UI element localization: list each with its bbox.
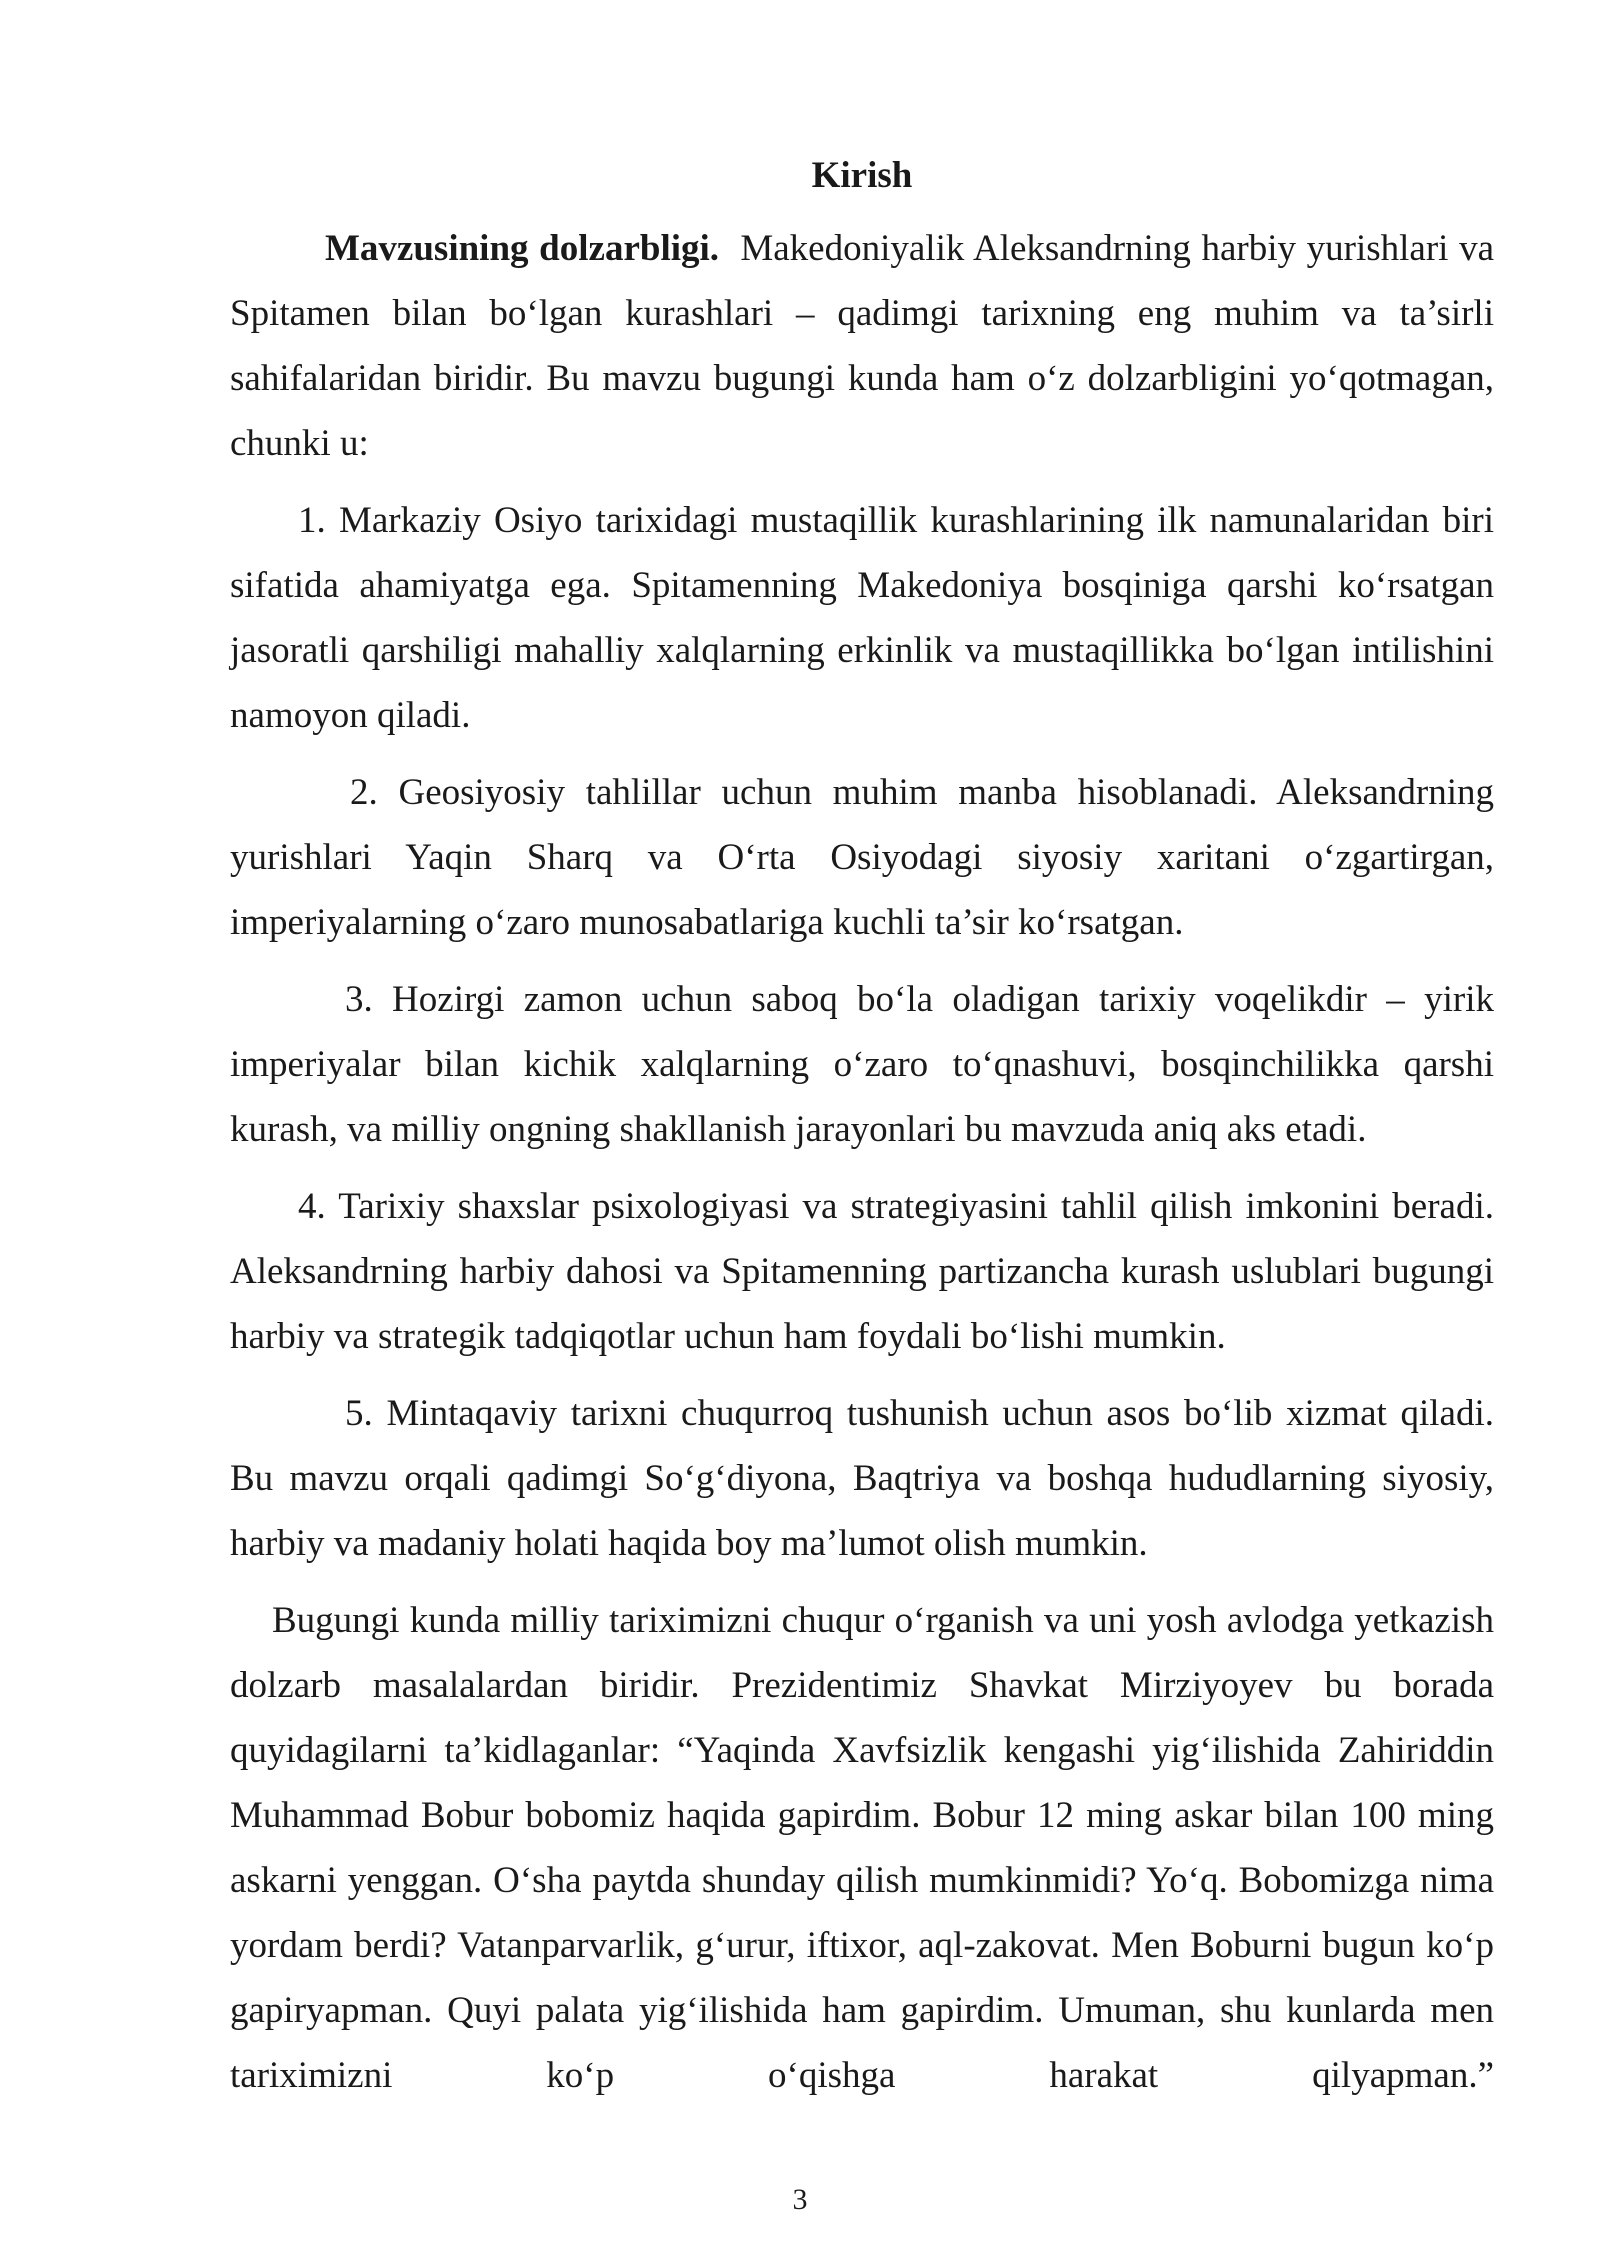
intro-lead: Mavzusining dolzarbligi. (325, 228, 720, 269)
intro-text: Makedoniyalik Aleksandrning harbiy yurishlari va Spitamen bilan bo‘lgan kurashlari – qadimgi tarixning eng muhim va ta’sirli sahifalaridan biridir. Bu mavzu bugungi kunda ham o‘z dolzarbligini yo‘qotmagan, chunki u: (230, 228, 1495, 464)
document-page (230, 150, 1494, 2120)
list-item-5: 5. Mintaqaviy tarixni chuqurroq tushunish uchun asos bo‘lib xizmat qiladi. Bu mavzu orqali qadimgi So‘g‘diyona, Baqtriya va boshqa hududlarning siyosiy, harbiy va madaniy holati haqida boy ma’lumot olish mumkin. (230, 1393, 1494, 1564)
list-item-3: 3. Hozirgi zamon uchun saboq bo‘la oladigan tarixiy voqelikdir – yirik imperiyalar bilan kichik xalqlarning o‘zaro to‘qnashuvi, bosqinchilikka qarshi kurash, va milliy ongning shakllanish jarayonlari bu mavzuda aniq aks etadi. (230, 979, 1494, 1150)
closing-paragraph: Bugungi kunda milliy tariximizni chuqur o‘rganish va uni yosh avlodga yetkazish dolzarb masalalardan biridir. Prezidentimiz Shavkat Mirziyoyev bu borada quyidagilarni ta’kidlaganlar: “Yaqinda Xavfsizlik kengashi yig‘ilishida Zahiriddin Muhammad Bobur bobomiz haqida gapirdim. Bobur 12 ming askar bilan 100 ming askarni yenggan. O‘sha paytda shunday qilish mumkinmidi? Yo‘q. Bobomizga nima yordam berdi? Vatanparvarlik, g‘urur, iftixor, aql-zakovat. Men Boburni bugun ko‘p gapiryapman. Quyi palata yig‘ilishida ham gapirdim. Umuman, shu kunlarda men tariximizni ko‘p o‘qishga harakat qilyapman.” (230, 1600, 1494, 2096)
list-item-4: 4. Tarixiy shaxslar psixologiyasi va strategiyasini tahlil qilish imkonini beradi. Aleksandrning harbiy dahosi va Spitamenning partizancha kurash uslublari bugungi harbiy va strategik tadqiqotlar uchun ham foydali bo‘lishi mumkin. (230, 1186, 1494, 1357)
list-item-1: 1. Markaziy Osiyo tarixidagi mustaqillik kurashlarining ilk namunalaridan biri sifatida ahamiyatga ega. Spitamenning Makedoniya bosqiniga qarshi ko‘rsatgan jasoratli qarshiligi mahalliy xalqlarning erkinlik va mustaqillikka bo‘lgan intilishini namoyon qiladi. (230, 500, 1494, 736)
intro-paragraph (230, 216, 1494, 476)
document-title: Kirish (811, 155, 913, 196)
list-item-2: 2. Geosiyosiy tahlillar uchun muhim manba hisoblanadi. Aleksandrning yurishlari Yaqin Sharq va O‘rta Osiyodagi siyosiy xaritani o‘zgartirgan, imperiyalarning o‘zaro munosabatlariga kuchli ta’sir ko‘rsatgan. (230, 772, 1494, 943)
page-number: 3 (792, 2183, 808, 2216)
